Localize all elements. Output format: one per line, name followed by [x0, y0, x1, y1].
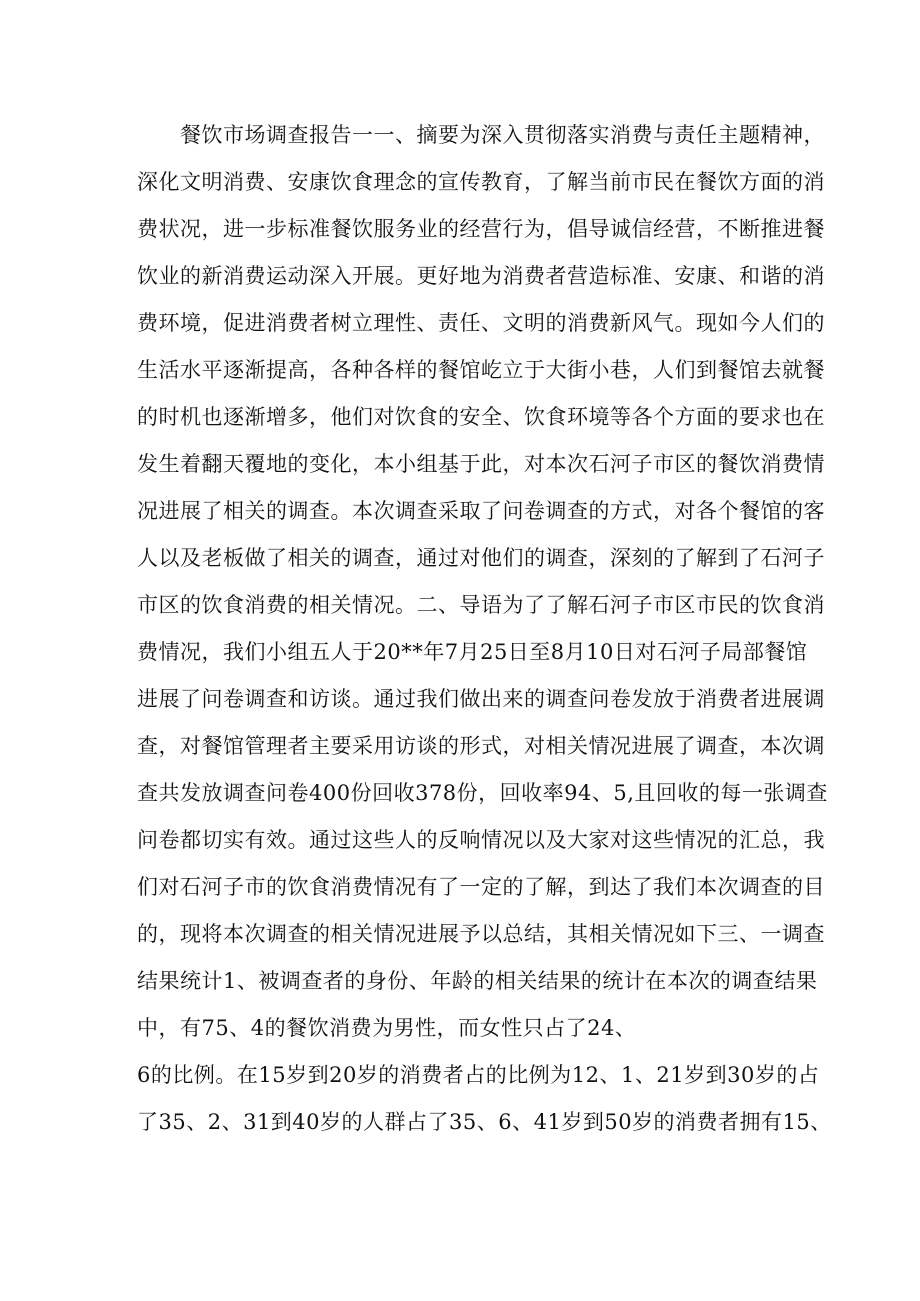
- paragraph-line: 的，现将本次调查的相关情况进展予以总结，其相关情况如下三、一调查: [137, 922, 825, 946]
- paragraph-line: 深化文明消费、安康饮食理念的宣传教育，了解当前市民在餐饮方面的消: [137, 170, 825, 194]
- paragraph-line: 问卷都切实有效。通过这些人的反响情况以及大家对这些情况的汇总，我: [137, 828, 825, 852]
- paragraph-line: 况进展了相关的调查。本次调查采取了问卷调查的方式，对各个餐馆的客: [137, 499, 825, 523]
- paragraph-line: 费环境，促进消费者树立理性、责任、文明的消费新风气。现如今人们的: [137, 311, 825, 335]
- paragraph-line: 们对石河子市的饮食消费情况有了一定的了解，到达了我们本次调查的目: [137, 875, 825, 899]
- paragraph-line: 餐饮市场调查报告一一、摘要为深入贯彻落实消费与责任主题精神，: [180, 123, 825, 147]
- paragraph-line: 发生着翻天覆地的变化，本小组基于此，对本次石河子市区的餐饮消费情: [137, 452, 825, 476]
- paragraph-line: 人以及老板做了相关的调查，通过对他们的调查，深刻的了解到了石河子: [137, 546, 825, 570]
- paragraph-line: 饮业的新消费运动深入开展。更好地为消费者营造标准、安康、和谐的消: [137, 264, 825, 288]
- paragraph-line: 费情况，我们小组五人于20**年7月25日至8月10日对石河子局部餐馆: [137, 640, 808, 664]
- paragraph-line: 生活水平逐渐提高，各种各样的餐馆屹立于大街小巷，人们到餐馆去就餐: [137, 358, 825, 382]
- paragraph-line: 进展了问卷调查和访谈。通过我们做出来的调查问卷发放于消费者进展调: [137, 687, 825, 711]
- paragraph-line: 查，对餐馆管理者主要采用访谈的形式，对相关情况进展了调查，本次调: [137, 734, 825, 758]
- paragraph-line: 市区的饮食消费的相关情况。二、导语为了了解石河子市区市民的饮食消: [137, 593, 825, 617]
- paragraph-line: 的时机也逐渐增多，他们对饮食的安全、饮食环境等各个方面的要求也在: [137, 405, 825, 429]
- paragraph-line: 结果统计1、被调查者的身份、年龄的相关结果的统计在本次的调查结果: [137, 969, 818, 993]
- paragraph-line: 查共发放调查问卷400份回收378份，回收率94、5,且回收的每一张调查: [137, 781, 828, 805]
- paragraph-line: 中，有75、4的餐饮消费为男性，而女性只占了24、: [137, 1016, 637, 1040]
- paragraph-line: 了35、2、31到40岁的人群占了35、6、41岁到50岁的消费者拥有15、: [137, 1110, 832, 1134]
- paragraph-line: 费状况，进一步标准餐饮服务业的经营行为，倡导诚信经营，不断推进餐: [137, 217, 825, 241]
- paragraph-line: 6的比例。在15岁到20岁的消费者占的比例为12、1、21岁到30岁的占: [137, 1063, 820, 1087]
